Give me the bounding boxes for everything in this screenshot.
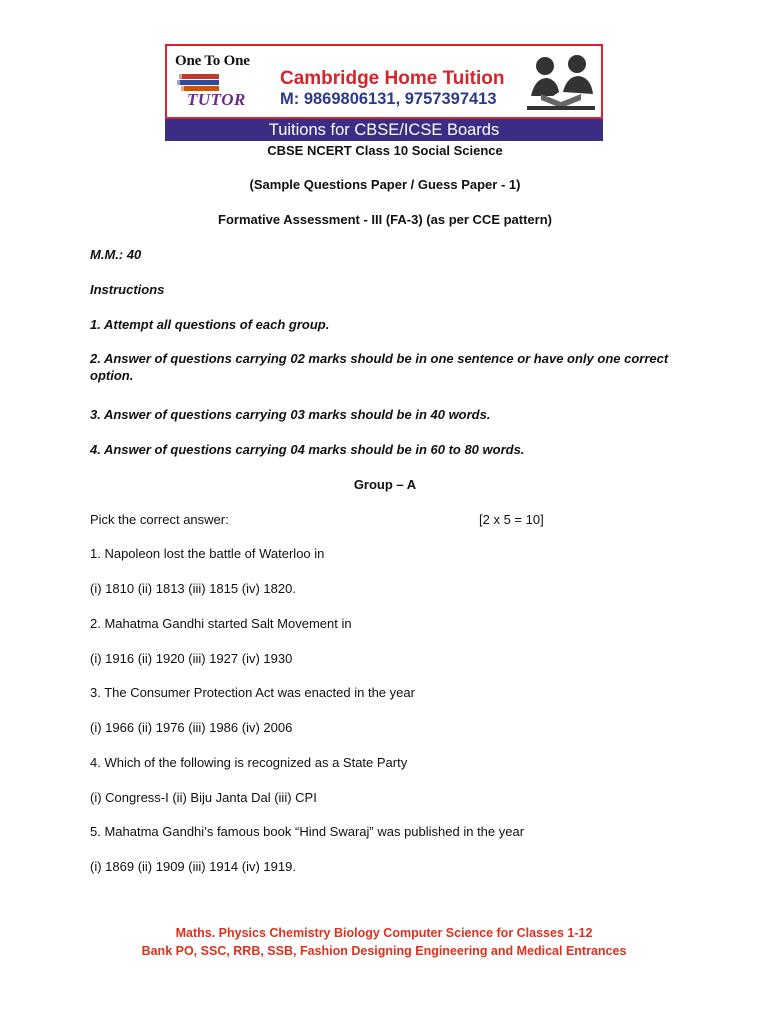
question-text: 4. Which of the following is recognized as a State Party — [90, 755, 408, 770]
paper-subtitle: (Sample Questions Paper / Guess Paper - 1) — [249, 177, 521, 192]
question-options: (i) Congress-I (ii) Biju Janta Dal (iii) CPI — [90, 790, 317, 805]
instruction-item: 3. Answer of questions carrying 03 marks should be in 40 words. — [90, 407, 491, 422]
question-text: 3. The Consumer Protection Act was enacted in the year — [90, 685, 415, 700]
instructions-heading: Instructions — [90, 282, 165, 297]
brand-name: Cambridge Home Tuition — [280, 68, 505, 89]
question-options: (i) 1966 (ii) 1976 (iii) 1986 (iv) 2006 — [90, 720, 293, 735]
paper-title: CBSE NCERT Class 10 Social Science — [267, 143, 503, 158]
logo-bottom-text: TUTOR — [187, 90, 246, 109]
pick-answer-row — [90, 511, 680, 528]
question-options: (i) 1869 (ii) 1909 (iii) 1914 (iv) 1919. — [90, 859, 296, 874]
question-options: (i) 1916 (ii) 1920 (iii) 1927 (iv) 1930 — [90, 651, 293, 666]
footer-line-entrances: Bank PO, SSC, RRB, SSB, Fashion Designing Engineering and Medical Entrances — [141, 944, 627, 958]
max-marks: M.M.: 40 — [90, 247, 142, 262]
pick-marks: [2 x 5 = 10] — [479, 512, 544, 527]
tutor-logo — [173, 50, 265, 116]
pick-label: Pick the correct answer: — [90, 512, 229, 527]
students-reading-icon — [523, 52, 599, 116]
instruction-item: 1. Attempt all questions of each group. — [90, 317, 330, 332]
brand-phone: M: 9869806131, 9757397413 — [280, 90, 497, 108]
tagline-strip: Tuitions for CBSE/ICSE Boards — [165, 119, 603, 141]
assessment-title: Formative Assessment - III (FA-3) (as per CCE pattern) — [218, 212, 552, 227]
question-text: 2. Mahatma Gandhi started Salt Movement in — [90, 616, 352, 631]
logo-top-text: One To One — [175, 53, 250, 69]
group-heading: Group – A — [353, 477, 417, 492]
question-text: 5. Mahatma Gandhi’s famous book “Hind Swaraj” was published in the year — [90, 824, 525, 839]
footer-line-subjects: Maths. Physics Chemistry Biology Computer Science for Classes 1-12 — [175, 926, 593, 940]
instruction-item: 4. Answer of questions carrying 04 marks should be in 60 to 80 words. — [90, 442, 525, 457]
header-banner — [165, 44, 603, 141]
question-text: 1. Napoleon lost the battle of Waterloo in — [90, 546, 325, 561]
instruction-item: 2. Answer of questions carrying 02 marks should be in one sentence or have only one correct option. — [90, 351, 669, 383]
question-options: (i) 1810 (ii) 1813 (iii) 1815 (iv) 1820. — [90, 581, 296, 596]
banner-box — [165, 44, 603, 119]
